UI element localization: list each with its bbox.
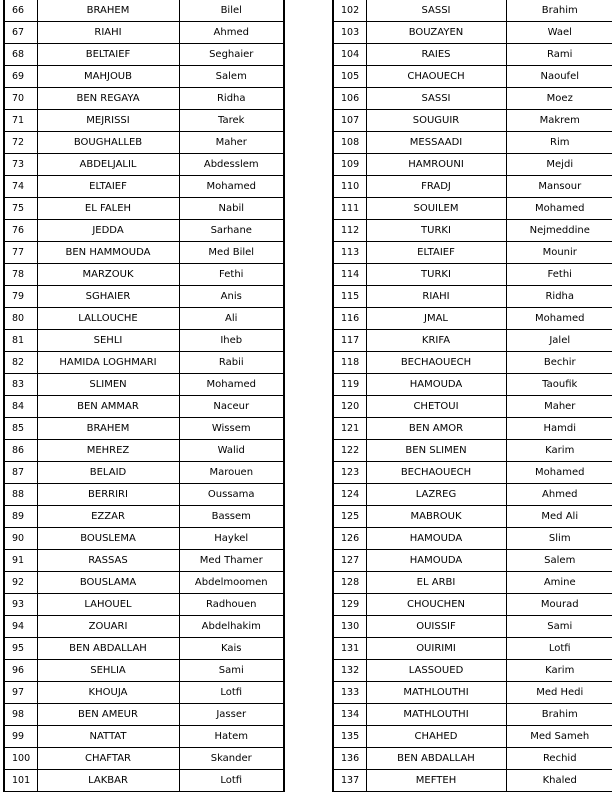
table-row	[4, 44, 284, 66]
first-name-cell: Ali	[179, 308, 284, 330]
table-row	[333, 726, 612, 748]
first-name-cell: Naoufel	[506, 66, 612, 88]
first-name-cell: Amine	[506, 572, 612, 594]
table-row	[4, 462, 284, 484]
last-name-cell: OUISSIF	[366, 616, 506, 638]
last-name-cell: BECHAOUECH	[366, 352, 506, 374]
last-name-cell: CHAOUECH	[366, 66, 506, 88]
last-name-cell: LAKBAR	[37, 770, 179, 792]
row-number-cell: 91	[4, 550, 37, 572]
row-number-cell: 97	[4, 682, 37, 704]
row-number-cell: 133	[333, 682, 366, 704]
first-name-cell: Iheb	[179, 330, 284, 352]
row-number-cell: 98	[4, 704, 37, 726]
first-name-cell: Bilel	[179, 0, 284, 22]
row-number-cell: 81	[4, 330, 37, 352]
row-number-cell: 107	[333, 110, 366, 132]
last-name-cell: TURKI	[366, 264, 506, 286]
table-row	[333, 22, 612, 44]
row-number-cell: 115	[333, 286, 366, 308]
roster-table-left-body	[4, 0, 284, 792]
row-number-cell: 126	[333, 528, 366, 550]
table-row	[4, 770, 284, 792]
table-row	[333, 506, 612, 528]
table-row	[333, 572, 612, 594]
table-row	[4, 660, 284, 682]
table-row	[333, 748, 612, 770]
first-name-cell: Maher	[179, 132, 284, 154]
last-name-cell: EL ARBI	[366, 572, 506, 594]
first-name-cell: Ahmed	[506, 484, 612, 506]
table-row	[4, 440, 284, 462]
last-name-cell: ELTAIEF	[37, 176, 179, 198]
row-number-cell: 120	[333, 396, 366, 418]
last-name-cell: SEHLIA	[37, 660, 179, 682]
last-name-cell: BOUSLAMA	[37, 572, 179, 594]
row-number-cell: 71	[4, 110, 37, 132]
last-name-cell: BEN ABDALLAH	[37, 638, 179, 660]
table-row	[333, 176, 612, 198]
last-name-cell: SGHAIER	[37, 286, 179, 308]
last-name-cell: ELTAIEF	[366, 242, 506, 264]
first-name-cell: Med Sameh	[506, 726, 612, 748]
row-number-cell: 72	[4, 132, 37, 154]
last-name-cell: SLIMEN	[37, 374, 179, 396]
row-number-cell: 134	[333, 704, 366, 726]
last-name-cell: BEN ABDALLAH	[366, 748, 506, 770]
last-name-cell: EZZAR	[37, 506, 179, 528]
row-number-cell: 99	[4, 726, 37, 748]
last-name-cell: LAHOUEL	[37, 594, 179, 616]
table-row	[4, 0, 284, 22]
last-name-cell: RIAHI	[366, 286, 506, 308]
row-number-cell: 76	[4, 220, 37, 242]
last-name-cell: JEDDA	[37, 220, 179, 242]
row-number-cell: 96	[4, 660, 37, 682]
table-row	[333, 308, 612, 330]
row-number-cell: 105	[333, 66, 366, 88]
table-row	[333, 220, 612, 242]
table-row	[333, 0, 612, 22]
first-name-cell: Abdelmoomen	[179, 572, 284, 594]
row-number-cell: 92	[4, 572, 37, 594]
table-row	[4, 330, 284, 352]
row-number-cell: 111	[333, 198, 366, 220]
last-name-cell: ABDELJALIL	[37, 154, 179, 176]
first-name-cell: Ahmed	[179, 22, 284, 44]
table-row	[333, 462, 612, 484]
table-row	[4, 484, 284, 506]
first-name-cell: Tarek	[179, 110, 284, 132]
row-number-cell: 100	[4, 748, 37, 770]
row-number-cell: 67	[4, 22, 37, 44]
row-number-cell: 66	[4, 0, 37, 22]
table-row	[4, 242, 284, 264]
table-row	[4, 308, 284, 330]
first-name-cell: Taoufik	[506, 374, 612, 396]
table-row	[4, 176, 284, 198]
last-name-cell: BEN REGAYA	[37, 88, 179, 110]
roster-table-right	[332, 0, 612, 792]
last-name-cell: RAIES	[366, 44, 506, 66]
first-name-cell: Slim	[506, 528, 612, 550]
first-name-cell: Radhouen	[179, 594, 284, 616]
first-name-cell: Marouen	[179, 462, 284, 484]
table-row	[333, 418, 612, 440]
row-number-cell: 110	[333, 176, 366, 198]
first-name-cell: Rim	[506, 132, 612, 154]
first-name-cell: Rechid	[506, 748, 612, 770]
first-name-cell: Karim	[506, 440, 612, 462]
row-number-cell: 135	[333, 726, 366, 748]
row-number-cell: 131	[333, 638, 366, 660]
first-name-cell: Med Hedi	[506, 682, 612, 704]
table-row	[333, 374, 612, 396]
table-row	[4, 528, 284, 550]
table-row	[4, 418, 284, 440]
table-row	[333, 352, 612, 374]
first-name-cell: Med Ali	[506, 506, 612, 528]
last-name-cell: SEHLI	[37, 330, 179, 352]
row-number-cell: 84	[4, 396, 37, 418]
table-row	[4, 198, 284, 220]
row-number-cell: 78	[4, 264, 37, 286]
last-name-cell: MEFTEH	[366, 770, 506, 792]
table-row	[333, 198, 612, 220]
row-number-cell: 113	[333, 242, 366, 264]
last-name-cell: LALLOUCHE	[37, 308, 179, 330]
row-number-cell: 94	[4, 616, 37, 638]
row-number-cell: 101	[4, 770, 37, 792]
table-row	[333, 286, 612, 308]
table-row	[4, 638, 284, 660]
last-name-cell: LAZREG	[366, 484, 506, 506]
table-row	[333, 264, 612, 286]
row-number-cell: 118	[333, 352, 366, 374]
table-row	[4, 154, 284, 176]
row-number-cell: 116	[333, 308, 366, 330]
table-row	[4, 374, 284, 396]
last-name-cell: HAMOUDA	[366, 374, 506, 396]
row-number-cell: 103	[333, 22, 366, 44]
table-row	[4, 22, 284, 44]
first-name-cell: Salem	[179, 66, 284, 88]
last-name-cell: MABROUK	[366, 506, 506, 528]
first-name-cell: Oussama	[179, 484, 284, 506]
last-name-cell: HAMROUNI	[366, 154, 506, 176]
last-name-cell: HAMOUDA	[366, 528, 506, 550]
last-name-cell: MAHJOUB	[37, 66, 179, 88]
table-row	[333, 660, 612, 682]
row-number-cell: 77	[4, 242, 37, 264]
row-number-cell: 93	[4, 594, 37, 616]
table-row	[333, 154, 612, 176]
last-name-cell: LASSOUED	[366, 660, 506, 682]
row-number-cell: 80	[4, 308, 37, 330]
row-number-cell: 106	[333, 88, 366, 110]
row-number-cell: 70	[4, 88, 37, 110]
table-row	[4, 594, 284, 616]
first-name-cell: Mejdi	[506, 154, 612, 176]
row-number-cell: 90	[4, 528, 37, 550]
table-row	[333, 682, 612, 704]
row-number-cell: 124	[333, 484, 366, 506]
first-name-cell: Mohamed	[506, 462, 612, 484]
table-row	[4, 396, 284, 418]
first-name-cell: Abdelhakim	[179, 616, 284, 638]
row-number-cell: 128	[333, 572, 366, 594]
table-row	[4, 220, 284, 242]
row-number-cell: 109	[333, 154, 366, 176]
first-name-cell: Hamdi	[506, 418, 612, 440]
first-name-cell: Lotfi	[506, 638, 612, 660]
table-row	[333, 396, 612, 418]
first-name-cell: Mohamed	[179, 176, 284, 198]
table-row	[333, 616, 612, 638]
first-name-cell: Mounir	[506, 242, 612, 264]
row-number-cell: 74	[4, 176, 37, 198]
table-row	[333, 594, 612, 616]
first-name-cell: Brahim	[506, 0, 612, 22]
table-row	[4, 352, 284, 374]
first-name-cell: Rabii	[179, 352, 284, 374]
first-name-cell: Skander	[179, 748, 284, 770]
last-name-cell: BOUZAYEN	[366, 22, 506, 44]
table-row	[4, 748, 284, 770]
last-name-cell: BERRIRI	[37, 484, 179, 506]
first-name-cell: Karim	[506, 660, 612, 682]
first-name-cell: Ridha	[179, 88, 284, 110]
table-row	[333, 242, 612, 264]
first-name-cell: Mansour	[506, 176, 612, 198]
last-name-cell: MEJRISSI	[37, 110, 179, 132]
last-name-cell: CHAFTAR	[37, 748, 179, 770]
first-name-cell: Wael	[506, 22, 612, 44]
table-row	[4, 550, 284, 572]
first-name-cell: Khaled	[506, 770, 612, 792]
first-name-cell: Sami	[506, 616, 612, 638]
table-row	[4, 88, 284, 110]
table-row	[4, 132, 284, 154]
last-name-cell: SOUGUIR	[366, 110, 506, 132]
table-row	[4, 110, 284, 132]
first-name-cell: Wissem	[179, 418, 284, 440]
last-name-cell: KRIFA	[366, 330, 506, 352]
row-number-cell: 88	[4, 484, 37, 506]
first-name-cell: Med Bilel	[179, 242, 284, 264]
row-number-cell: 123	[333, 462, 366, 484]
first-name-cell: Salem	[506, 550, 612, 572]
last-name-cell: SASSI	[366, 88, 506, 110]
row-number-cell: 89	[4, 506, 37, 528]
row-number-cell: 82	[4, 352, 37, 374]
table-row	[333, 330, 612, 352]
last-name-cell: OUIRIMI	[366, 638, 506, 660]
last-name-cell: BECHAOUECH	[366, 462, 506, 484]
row-number-cell: 104	[333, 44, 366, 66]
last-name-cell: SASSI	[366, 0, 506, 22]
first-name-cell: Sarhane	[179, 220, 284, 242]
first-name-cell: Walid	[179, 440, 284, 462]
row-number-cell: 137	[333, 770, 366, 792]
first-name-cell: Mohamed	[179, 374, 284, 396]
last-name-cell: EL FALEH	[37, 198, 179, 220]
row-number-cell: 119	[333, 374, 366, 396]
first-name-cell: Mohamed	[506, 198, 612, 220]
table-row	[4, 264, 284, 286]
row-number-cell: 75	[4, 198, 37, 220]
last-name-cell: MATHLOUTHI	[366, 704, 506, 726]
last-name-cell: NATTAT	[37, 726, 179, 748]
last-name-cell: SOUILEM	[366, 198, 506, 220]
first-name-cell: Rami	[506, 44, 612, 66]
last-name-cell: HAMOUDA	[366, 550, 506, 572]
table-row	[333, 110, 612, 132]
first-name-cell: Lotfi	[179, 682, 284, 704]
last-name-cell: JMAL	[366, 308, 506, 330]
first-name-cell: Bassem	[179, 506, 284, 528]
first-name-cell: Fethi	[506, 264, 612, 286]
last-name-cell: FRADJ	[366, 176, 506, 198]
first-name-cell: Brahim	[506, 704, 612, 726]
first-name-cell: Nejmeddine	[506, 220, 612, 242]
table-row	[333, 88, 612, 110]
row-number-cell: 86	[4, 440, 37, 462]
first-name-cell: Maher	[506, 396, 612, 418]
row-number-cell: 69	[4, 66, 37, 88]
row-number-cell: 114	[333, 264, 366, 286]
first-name-cell: Abdesslem	[179, 154, 284, 176]
last-name-cell: BEN HAMMOUDA	[37, 242, 179, 264]
last-name-cell: MARZOUK	[37, 264, 179, 286]
first-name-cell: Lotfi	[179, 770, 284, 792]
first-name-cell: Hatem	[179, 726, 284, 748]
last-name-cell: BRAHEM	[37, 0, 179, 22]
last-name-cell: BEN SLIMEN	[366, 440, 506, 462]
row-number-cell: 129	[333, 594, 366, 616]
first-name-cell: Jasser	[179, 704, 284, 726]
last-name-cell: BOUGHALLEB	[37, 132, 179, 154]
table-row	[4, 66, 284, 88]
table-row	[333, 440, 612, 462]
table-row	[4, 572, 284, 594]
first-name-cell: Bechir	[506, 352, 612, 374]
last-name-cell: TURKI	[366, 220, 506, 242]
last-name-cell: BELAID	[37, 462, 179, 484]
last-name-cell: RIAHI	[37, 22, 179, 44]
first-name-cell: Makrem	[506, 110, 612, 132]
last-name-cell: ZOUARI	[37, 616, 179, 638]
row-number-cell: 102	[333, 0, 366, 22]
last-name-cell: MATHLOUTHI	[366, 682, 506, 704]
last-name-cell: CHOUCHEN	[366, 594, 506, 616]
row-number-cell: 132	[333, 660, 366, 682]
last-name-cell: MESSAADI	[366, 132, 506, 154]
row-number-cell: 68	[4, 44, 37, 66]
table-row	[333, 550, 612, 572]
first-name-cell: Ridha	[506, 286, 612, 308]
table-row	[333, 638, 612, 660]
row-number-cell: 130	[333, 616, 366, 638]
table-row	[333, 44, 612, 66]
table-row	[4, 682, 284, 704]
row-number-cell: 87	[4, 462, 37, 484]
last-name-cell: HAMIDA LOGHMARI	[37, 352, 179, 374]
table-row	[333, 132, 612, 154]
table-row	[4, 506, 284, 528]
row-number-cell: 85	[4, 418, 37, 440]
last-name-cell: CHETOUI	[366, 396, 506, 418]
row-number-cell: 117	[333, 330, 366, 352]
last-name-cell: BELTAIEF	[37, 44, 179, 66]
row-number-cell: 73	[4, 154, 37, 176]
last-name-cell: BRAHEM	[37, 418, 179, 440]
first-name-cell: Haykel	[179, 528, 284, 550]
roster-table-left	[3, 0, 285, 792]
last-name-cell: BEN AMOR	[366, 418, 506, 440]
table-row	[333, 704, 612, 726]
last-name-cell: BOUSLEMA	[37, 528, 179, 550]
first-name-cell: Mourad	[506, 594, 612, 616]
first-name-cell: Seghaier	[179, 44, 284, 66]
table-row	[4, 286, 284, 308]
last-name-cell: CHAHED	[366, 726, 506, 748]
last-name-cell: KHOUJA	[37, 682, 179, 704]
last-name-cell: MEHREZ	[37, 440, 179, 462]
last-name-cell: RASSAS	[37, 550, 179, 572]
table-row	[4, 726, 284, 748]
first-name-cell: Nabil	[179, 198, 284, 220]
first-name-cell: Naceur	[179, 396, 284, 418]
first-name-cell: Moez	[506, 88, 612, 110]
first-name-cell: Mohamed	[506, 308, 612, 330]
first-name-cell: Med Thamer	[179, 550, 284, 572]
table-row	[333, 484, 612, 506]
table-row	[4, 704, 284, 726]
table-row	[4, 616, 284, 638]
first-name-cell: Sami	[179, 660, 284, 682]
row-number-cell: 127	[333, 550, 366, 572]
first-name-cell: Kais	[179, 638, 284, 660]
first-name-cell: Jalel	[506, 330, 612, 352]
row-number-cell: 95	[4, 638, 37, 660]
last-name-cell: BEN AMMAR	[37, 396, 179, 418]
first-name-cell: Fethi	[179, 264, 284, 286]
table-row	[333, 528, 612, 550]
row-number-cell: 112	[333, 220, 366, 242]
row-number-cell: 125	[333, 506, 366, 528]
row-number-cell: 79	[4, 286, 37, 308]
table-row	[333, 66, 612, 88]
row-number-cell: 121	[333, 418, 366, 440]
row-number-cell: 108	[333, 132, 366, 154]
row-number-cell: 122	[333, 440, 366, 462]
last-name-cell: BEN AMEUR	[37, 704, 179, 726]
row-number-cell: 83	[4, 374, 37, 396]
row-number-cell: 136	[333, 748, 366, 770]
first-name-cell: Anis	[179, 286, 284, 308]
roster-table-right-body	[333, 0, 612, 792]
table-row	[333, 770, 612, 792]
